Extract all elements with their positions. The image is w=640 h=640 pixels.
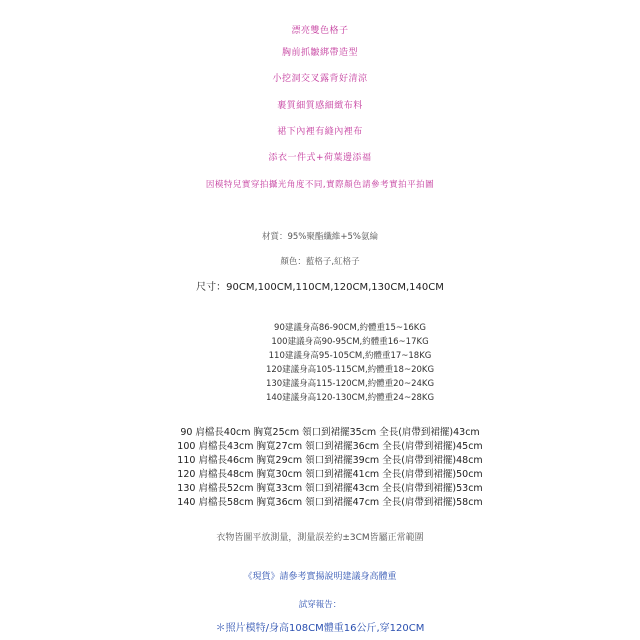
measurement-row: 90 肩檔長40cm 胸寬25cm 領口到裙擺35cm 全長(肩帶到裙擺)43cm [180,427,480,438]
measurement-table [150,426,510,510]
measurement-row: 110 肩檔長46cm 胸寬29cm 領口到裙擺39cm 全長(肩帶到裙擺)48cm [177,455,483,466]
feature-line-7: 因模特兒實穿拍攝光角度不同,實際顏色請參考實拍平拍圖 [205,180,435,190]
try-on-title: 試穿報告： [298,600,342,610]
measurement-note: 衣物皆圖平放測量，測量誤差約±3CM皆屬正常範圍 [216,533,424,543]
feature-line-4: 裹質細質感細緻布料 [277,101,363,111]
color-text: 顏色：藍格子,紅格子 [280,257,360,267]
feature-line-6: 添衣一件式+荷葉邊添福 [268,153,372,163]
height-weight-row: 120建議身高105-115CM,約體重18~20KG [265,365,435,375]
sizes-text: 尺寸：90CM,100CM,110CM,120CM,130CM,140CM [196,282,444,293]
material-text: 材質：95%聚酯纖維+5%氨綸 [261,232,378,242]
try-on-detail: ＊照片模特/身高108CM體重16公斤,穿120CM [215,623,425,634]
height-weight-row: 110建議身高95-105CM,約體重17~18KG [268,351,432,361]
measurement-row: 100 肩檔長43cm 胸寬27cm 領口到裙擺36cm 全長(肩帶到裙擺)45cm [177,441,483,452]
height-weight-row: 100建議身高90-95CM,約體重16~17KG [271,337,429,347]
feature-line-5: 裙下內裡有縫內裡布 [277,127,363,137]
measurement-row: 120 肩檔長48cm 胸寬30cm 領口到裙擺41cm 全長(肩帶到裙擺)50cm [177,469,483,480]
height-weight-row: 90建議身高86-90CM,約體重15~16KG [274,323,426,333]
feature-line-1: 漂亮雙色格子 [291,26,349,36]
measurement-row: 140 肩檔長58cm 胸寬36cm 領口到裙擺47cm 全長(肩帶到裙擺)58cm [177,497,483,508]
measurement-row: 130 肩檔長52cm 胸寬33cm 領口到裙擺43cm 全長(肩帶到裙擺)53cm [177,483,483,494]
height-weight-row: 130建議身高115-120CM,約體重20~24KG [265,379,435,389]
feature-line-2: 胸前抓皺綁帶造型 [281,48,358,58]
height-weight-row: 140建議身高120-130CM,約體重24~28KG [265,393,435,403]
stock-note: 《現貨》請參考實揚說明建議身高體重 [243,572,397,582]
feature-line-3: 小挖洞交叉露背好清涼 [272,74,368,84]
height-weight-table [240,321,460,405]
